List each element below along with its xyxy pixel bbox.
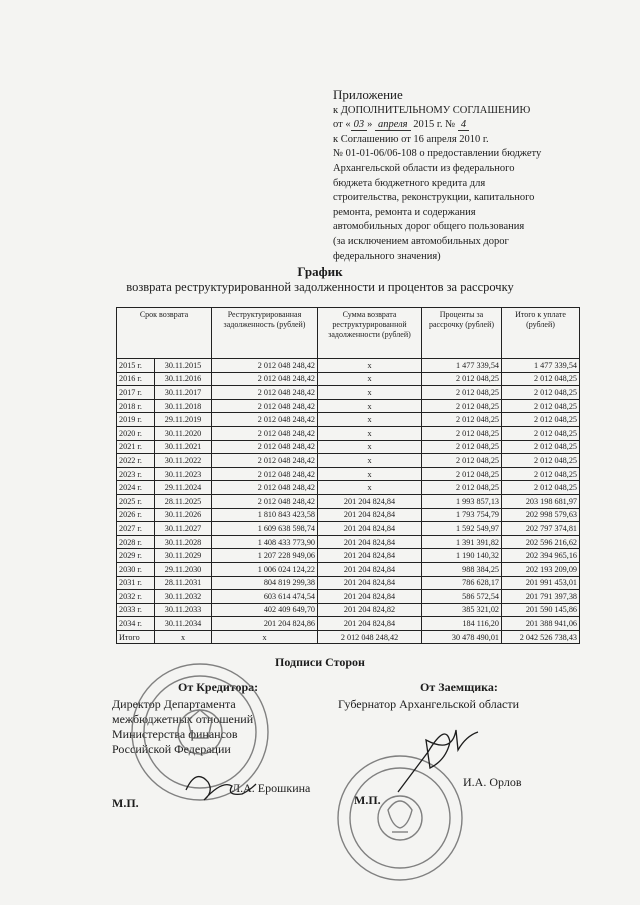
total-interest: 30 478 490,01 [422, 630, 502, 644]
total-debt: x [212, 630, 318, 644]
row-year: 2024 г. [117, 481, 155, 495]
row-year: 2030 г. [117, 562, 155, 576]
row-repayment: 201 204 824,82 [318, 603, 422, 617]
row-total: 202 193 209,09 [502, 562, 580, 576]
table-row [117, 535, 580, 549]
row-interest: 1 993 857,13 [422, 494, 502, 508]
repayment-schedule-table [116, 307, 580, 644]
row-repayment: x [318, 481, 422, 495]
row-repayment: 201 204 824,84 [318, 549, 422, 563]
creditor-label: От Кредитора: [178, 680, 259, 694]
table-row [117, 603, 580, 617]
appendix-date-line [333, 118, 623, 133]
row-total: 201 590 145,86 [502, 603, 580, 617]
appendix-line-1: к ДОПОЛНИТЕЛЬНОМУ СОГЛАШЕНИЮ [333, 104, 531, 116]
creditor-position-line: Министерства финансов [112, 727, 238, 741]
row-debt: 201 204 824,86 [212, 617, 318, 631]
signatures-title: Подписи Сторон [275, 655, 365, 669]
row-repayment: 201 204 824,84 [318, 590, 422, 604]
row-year: 2032 г. [117, 590, 155, 604]
row-date: 28.11.2031 [155, 576, 212, 590]
row-total: 2 012 048,25 [502, 386, 580, 400]
row-interest: 2 012 048,25 [422, 481, 502, 495]
row-date: 30.11.2018 [155, 399, 212, 413]
row-debt: 603 614 474,54 [212, 590, 318, 604]
row-date: 30.11.2026 [155, 508, 212, 522]
row-repayment: 201 204 824,84 [318, 494, 422, 508]
row-debt: 2 012 048 248,42 [212, 399, 318, 413]
row-year: 2029 г. [117, 549, 155, 563]
row-date: 30.11.2022 [155, 454, 212, 468]
row-debt: 2 012 048 248,42 [212, 454, 318, 468]
row-year: 2027 г. [117, 522, 155, 536]
row-date: 29.11.2030 [155, 562, 212, 576]
row-total: 202 596 216,62 [502, 535, 580, 549]
appendix-heading: Приложение [333, 87, 403, 102]
row-interest: 786 628,17 [422, 576, 502, 590]
header-interest: Проценты за рассрочку (рублей) [422, 308, 502, 359]
table-row [117, 454, 580, 468]
row-repayment: 201 204 824,84 [318, 576, 422, 590]
header-repayment-amount: Сумма возврата реструктурированной задолженности (рублей) [318, 308, 422, 359]
creditor-position-line: межбюджетных отношений [112, 712, 254, 726]
total-repayment: 2 012 048 248,42 [318, 630, 422, 644]
row-repayment: x [318, 440, 422, 454]
row-year: 2020 г. [117, 426, 155, 440]
row-total: 202 394 965,16 [502, 549, 580, 563]
row-date: 30.11.2028 [155, 535, 212, 549]
date-sep: » [367, 119, 373, 131]
row-debt: 2 012 048 248,42 [212, 440, 318, 454]
table-body [117, 359, 580, 631]
table-row [117, 481, 580, 495]
stamp-place-left: М.П. [112, 796, 139, 810]
appendix-line-8: автомобильных дорог общего пользования [333, 221, 525, 233]
borrower-name: И.А. Орлов [463, 775, 522, 789]
row-debt: 2 012 048 248,42 [212, 386, 318, 400]
row-date: 30.11.2033 [155, 603, 212, 617]
table-row [117, 386, 580, 400]
row-interest: 2 012 048,25 [422, 467, 502, 481]
row-interest: 2 012 048,25 [422, 399, 502, 413]
appendix-line-4: Архангельской области из федерального [333, 162, 515, 174]
row-debt: 804 819 299,38 [212, 576, 318, 590]
stamp-place-right: М.П. [354, 793, 381, 807]
row-interest: 1 793 754,79 [422, 508, 502, 522]
row-debt: 1 006 024 124,22 [212, 562, 318, 576]
row-total: 2 012 048,25 [502, 372, 580, 386]
row-interest: 2 012 048,25 [422, 372, 502, 386]
row-interest: 1 477 339,54 [422, 359, 502, 373]
row-interest: 2 012 048,25 [422, 454, 502, 468]
date-number: 4 [458, 119, 469, 131]
row-year: 2022 г. [117, 454, 155, 468]
table-row [117, 508, 580, 522]
table-row [117, 467, 580, 481]
appendix-block [333, 88, 623, 264]
row-year: 2028 г. [117, 535, 155, 549]
row-date: 30.11.2027 [155, 522, 212, 536]
appendix-line-2: к Соглашению от 16 апреля 2010 г. [333, 133, 489, 145]
row-debt: 2 012 048 248,42 [212, 494, 318, 508]
row-debt: 1 810 843 423,58 [212, 508, 318, 522]
appendix-line-5: бюджета бюджетного кредита для [333, 177, 486, 189]
creditor-name: Л.А. Ерошкина [232, 781, 311, 795]
table-row [117, 549, 580, 563]
row-total: 2 012 048,25 [502, 399, 580, 413]
row-interest: 2 012 048,25 [422, 413, 502, 427]
row-repayment: 201 204 824,84 [318, 562, 422, 576]
document-subtitle: возврата реструктурированной задолженности и процентов за рассрочку [126, 280, 514, 294]
row-year: 2025 г. [117, 494, 155, 508]
table-total-row [117, 630, 580, 644]
row-debt: 2 012 048 248,42 [212, 481, 318, 495]
row-debt: 2 012 048 248,42 [212, 426, 318, 440]
row-debt: 2 012 048 248,42 [212, 467, 318, 481]
table-row [117, 562, 580, 576]
row-total: 201 388 941,06 [502, 617, 580, 631]
table-row [117, 440, 580, 454]
creditor-position-line: Российской Федерации [112, 742, 231, 756]
row-year: 2023 г. [117, 467, 155, 481]
row-repayment: x [318, 426, 422, 440]
table-row [117, 359, 580, 373]
row-debt: 1 207 228 949,06 [212, 549, 318, 563]
table-row [117, 494, 580, 508]
row-date: 30.11.2015 [155, 359, 212, 373]
row-repayment: x [318, 372, 422, 386]
row-year: 2033 г. [117, 603, 155, 617]
row-repayment: x [318, 386, 422, 400]
row-total: 201 991 453,01 [502, 576, 580, 590]
row-year: 2026 г. [117, 508, 155, 522]
row-date: 29.11.2024 [155, 481, 212, 495]
header-restructured-debt: Реструктурированная задолженность (рублей) [212, 308, 318, 359]
row-total: 2 012 048,25 [502, 413, 580, 427]
header-term: Срок возврата [117, 308, 212, 359]
row-interest: 1 190 140,32 [422, 549, 502, 563]
row-repayment: 201 204 824,84 [318, 535, 422, 549]
row-debt: 1 609 638 598,74 [212, 522, 318, 536]
appendix-line-10: федерального значения) [333, 250, 441, 262]
row-debt: 1 408 433 773,90 [212, 535, 318, 549]
table-row [117, 617, 580, 631]
row-year: 2021 г. [117, 440, 155, 454]
table-row [117, 426, 580, 440]
row-year: 2017 г. [117, 386, 155, 400]
row-interest: 1 391 391,82 [422, 535, 502, 549]
row-date: 29.11.2019 [155, 413, 212, 427]
appendix-line-9: (за исключением автомобильных дорог [333, 235, 509, 247]
table-row [117, 372, 580, 386]
row-year: 2019 г. [117, 413, 155, 427]
row-date: 30.11.2016 [155, 372, 212, 386]
row-total: 201 791 397,38 [502, 590, 580, 604]
date-prefix: от « [333, 119, 351, 131]
row-repayment: x [318, 454, 422, 468]
row-total: 2 012 048,25 [502, 440, 580, 454]
appendix-line-7: ремонта, ремонта и содержания [333, 206, 476, 218]
row-total: 2 012 048,25 [502, 481, 580, 495]
borrower-position: Губернатор Архангельской области [338, 697, 520, 711]
row-year: 2015 г. [117, 359, 155, 373]
row-total: 203 198 681,97 [502, 494, 580, 508]
document-title: График [297, 264, 343, 279]
row-year: 2031 г. [117, 576, 155, 590]
row-total: 2 012 048,25 [502, 454, 580, 468]
row-debt: 2 012 048 248,42 [212, 413, 318, 427]
row-interest: 1 592 549,97 [422, 522, 502, 536]
header-total-due: Итого к уплате (рублей) [502, 308, 580, 359]
row-interest: 988 384,25 [422, 562, 502, 576]
creditor-position-line: Директор Департамента [112, 697, 236, 711]
row-debt: 2 012 048 248,42 [212, 372, 318, 386]
row-repayment: 201 204 824,84 [318, 617, 422, 631]
row-interest: 2 012 048,25 [422, 426, 502, 440]
row-date: 30.11.2034 [155, 617, 212, 631]
table-row [117, 590, 580, 604]
row-year: 2034 г. [117, 617, 155, 631]
row-debt: 2 012 048 248,42 [212, 359, 318, 373]
appendix-line-3: № 01-01-06/06-108 о предоставлении бюджету [333, 148, 542, 160]
row-total: 202 998 579,63 [502, 508, 580, 522]
row-repayment: 201 204 824,84 [318, 508, 422, 522]
row-interest: 2 012 048,25 [422, 386, 502, 400]
table-row [117, 399, 580, 413]
row-total: 202 797 374,81 [502, 522, 580, 536]
row-interest: 385 321,02 [422, 603, 502, 617]
row-total: 2 012 048,25 [502, 467, 580, 481]
row-repayment: x [318, 359, 422, 373]
row-repayment: x [318, 467, 422, 481]
row-year: 2016 г. [117, 372, 155, 386]
total-due: 2 042 526 738,43 [502, 630, 580, 644]
table-row [117, 522, 580, 536]
row-date: 30.11.2023 [155, 467, 212, 481]
row-date: 30.11.2032 [155, 590, 212, 604]
right-seal-stamp [338, 756, 462, 880]
table-header-row [117, 308, 580, 359]
row-date: 28.11.2025 [155, 494, 212, 508]
total-label: Итого [117, 630, 155, 644]
row-repayment: 201 204 824,84 [318, 522, 422, 536]
table-row [117, 413, 580, 427]
row-interest: 184 116,20 [422, 617, 502, 631]
row-date: 30.11.2020 [155, 426, 212, 440]
table-row [117, 576, 580, 590]
row-total: 1 477 339,54 [502, 359, 580, 373]
appendix-line-6: строительства, реконструкции, капитального [333, 192, 535, 204]
row-repayment: x [318, 399, 422, 413]
row-repayment: x [318, 413, 422, 427]
row-interest: 2 012 048,25 [422, 440, 502, 454]
date-month: апреля [375, 119, 411, 131]
creditor-position [112, 697, 253, 757]
row-year: 2018 г. [117, 399, 155, 413]
borrower-label: От Заемщика: [420, 680, 498, 694]
total-term: x [155, 630, 212, 644]
row-debt: 402 409 649,70 [212, 603, 318, 617]
row-date: 30.11.2021 [155, 440, 212, 454]
row-date: 30.11.2017 [155, 386, 212, 400]
row-interest: 586 572,54 [422, 590, 502, 604]
row-total: 2 012 048,25 [502, 426, 580, 440]
row-date: 30.11.2029 [155, 549, 212, 563]
date-day: 03 [351, 119, 368, 131]
date-year: 2015 г. № [413, 119, 456, 131]
